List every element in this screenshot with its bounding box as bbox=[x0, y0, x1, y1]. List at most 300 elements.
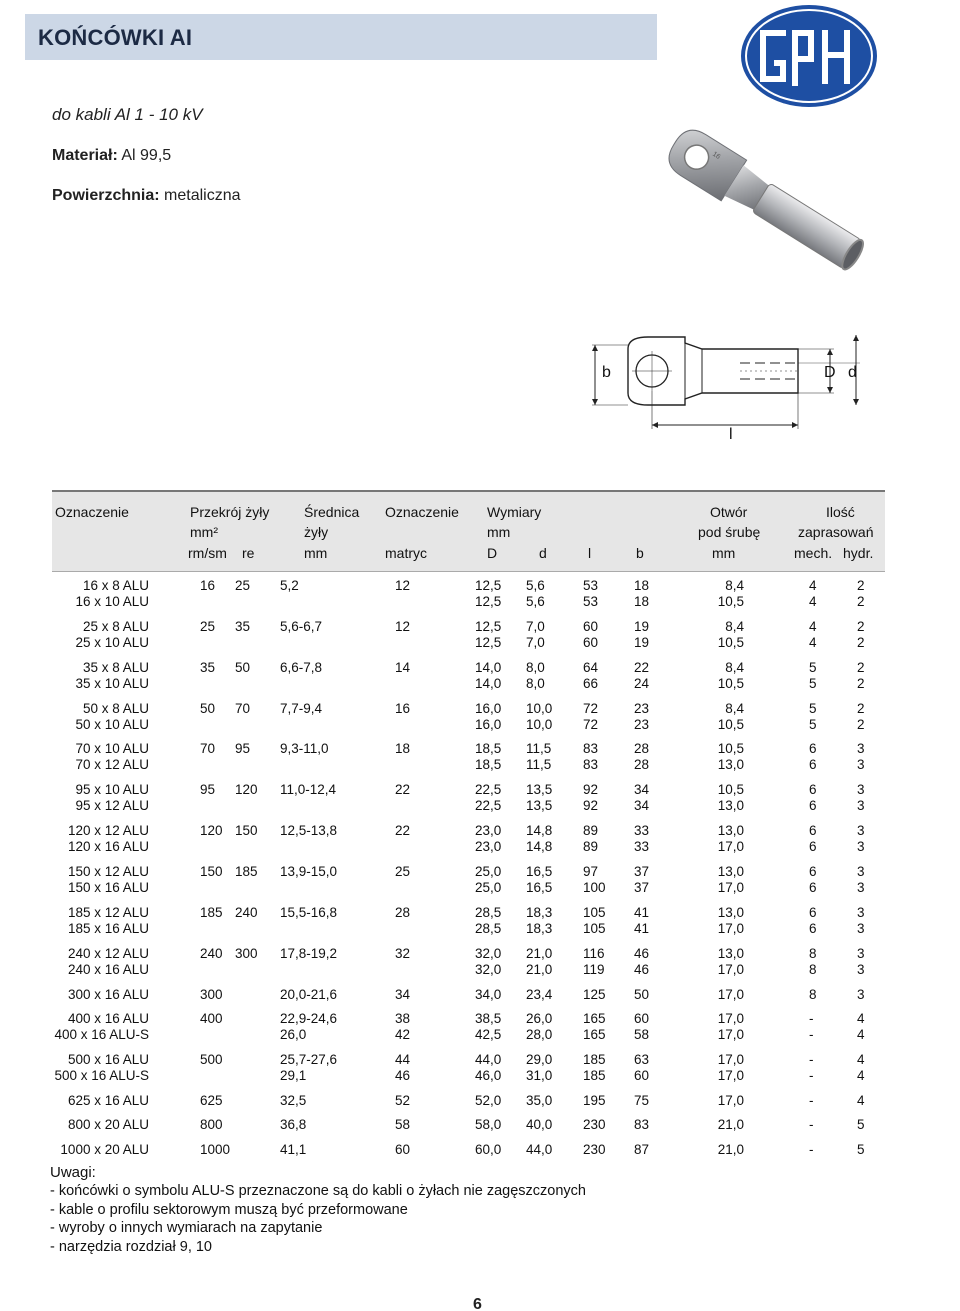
surface-line bbox=[52, 187, 241, 205]
col-sub-re: re bbox=[242, 545, 255, 561]
cell-dim-l: 92 bbox=[583, 782, 599, 797]
cell-cross-section-rm: 120 bbox=[200, 823, 223, 838]
cell-designation: 50 x 8 ALU bbox=[82, 701, 149, 716]
cell-crimps-mech: 6 bbox=[809, 757, 817, 772]
cell-dim-l: 53 bbox=[583, 578, 599, 593]
cell-cross-section-rm: 300 bbox=[200, 987, 223, 1002]
cell-dim-b: 19 bbox=[634, 619, 650, 634]
cell-crimps-hydr: 3 bbox=[857, 839, 865, 854]
cell-dim-D: 34,0 bbox=[475, 987, 502, 1002]
cell-crimps-mech: 6 bbox=[809, 741, 817, 756]
cell-crimps-mech: - bbox=[809, 1117, 814, 1132]
cell-dim-l: 165 bbox=[583, 1027, 606, 1042]
cell-hole-mm: 10,5 bbox=[717, 741, 744, 756]
cell-hole-mm: 17,0 bbox=[717, 921, 744, 936]
cell-designation: 70 x 12 ALU bbox=[75, 757, 149, 772]
cell-crimps-hydr: 4 bbox=[857, 1052, 865, 1067]
note-item: - kable o profilu sektorowym muszą być przeformowane bbox=[50, 1201, 408, 1218]
cell-crimps-mech: - bbox=[809, 1142, 814, 1157]
cell-dim-b: 83 bbox=[634, 1117, 650, 1132]
cell-dim-d: 21,0 bbox=[526, 962, 553, 977]
dim-label-D: D bbox=[824, 364, 836, 381]
cell-core-diameter: 9,3-11,0 bbox=[280, 741, 329, 756]
cell-crimps-hydr: 4 bbox=[857, 1011, 865, 1026]
cell-dim-D: 60,0 bbox=[475, 1142, 502, 1157]
cell-hole-mm: 10,5 bbox=[717, 717, 744, 732]
cell-dim-b: 46 bbox=[634, 946, 650, 961]
cell-dim-D: 22,5 bbox=[475, 798, 502, 813]
cell-dim-d: 5,6 bbox=[526, 594, 545, 609]
cell-dim-d: 14,8 bbox=[526, 839, 553, 854]
cell-dim-l: 89 bbox=[583, 839, 599, 854]
cell-cross-section-rm: 70 bbox=[200, 741, 216, 756]
cell-dim-b: 46 bbox=[634, 962, 650, 977]
cell-dim-d: 29,0 bbox=[526, 1052, 553, 1067]
cell-designation: 16 x 8 ALU bbox=[82, 578, 149, 593]
cell-dim-b: 18 bbox=[634, 578, 650, 593]
title-bar bbox=[25, 14, 657, 60]
cell-cross-section-rm: 625 bbox=[200, 1093, 223, 1108]
cell-hole-mm: 8,4 bbox=[725, 578, 744, 593]
cell-hole-mm: 10,5 bbox=[717, 676, 744, 691]
dimension-drawing bbox=[590, 325, 875, 440]
cell-dim-D: 25,0 bbox=[475, 864, 502, 879]
cell-dim-l: 185 bbox=[583, 1052, 606, 1067]
cell-core-diameter: 6,6-7,8 bbox=[280, 660, 323, 675]
cell-cross-section-rm: 25 bbox=[200, 619, 216, 634]
cell-crimps-hydr: 3 bbox=[857, 921, 865, 936]
cell-dim-b: 22 bbox=[634, 660, 650, 675]
cell-crimps-hydr: 2 bbox=[857, 635, 865, 650]
cell-crimps-hydr: 4 bbox=[857, 1068, 865, 1083]
cell-die-marking: 32 bbox=[395, 946, 411, 961]
cell-cross-section-re: 35 bbox=[235, 619, 251, 634]
cell-cross-section-rm: 1000 bbox=[200, 1142, 231, 1157]
cell-die-marking: 28 bbox=[395, 905, 411, 920]
cell-core-diameter: 12,5-13,8 bbox=[280, 823, 338, 838]
cell-crimps-mech: - bbox=[809, 1052, 814, 1067]
cell-crimps-mech: 6 bbox=[809, 782, 817, 797]
cell-dim-l: 89 bbox=[583, 823, 599, 838]
col-unit-mm2: mm² bbox=[190, 524, 218, 540]
cell-dim-l: 72 bbox=[583, 701, 599, 716]
cell-designation: 500 x 16 ALU bbox=[67, 1052, 149, 1067]
col-head-crimp-count: Ilość bbox=[826, 504, 855, 520]
cell-dim-b: 41 bbox=[634, 905, 650, 920]
cell-dim-D: 28,5 bbox=[475, 905, 502, 920]
cell-designation: 300 x 16 ALU bbox=[67, 987, 149, 1002]
col-head-dimensions: Wymiary bbox=[487, 504, 542, 520]
cell-core-diameter: 5,2 bbox=[280, 578, 299, 593]
page-number: 6 bbox=[473, 1296, 482, 1311]
cell-hole-mm: 17,0 bbox=[717, 839, 744, 854]
cell-dim-b: 63 bbox=[634, 1052, 650, 1067]
svg-text:16: 16 bbox=[711, 150, 722, 161]
cell-crimps-mech: 6 bbox=[809, 864, 817, 879]
cell-dim-b: 58 bbox=[634, 1027, 650, 1042]
cell-die-marking: 14 bbox=[395, 660, 411, 675]
cell-core-diameter: 11,0-12,4 bbox=[280, 782, 337, 797]
cell-core-diameter: 5,6-6,7 bbox=[280, 619, 323, 634]
col-head-designation: Oznaczenie bbox=[55, 504, 129, 520]
cell-designation: 150 x 16 ALU bbox=[67, 880, 149, 895]
cell-dim-D: 46,0 bbox=[475, 1068, 502, 1083]
dim-label-d: d bbox=[848, 364, 857, 381]
cell-dim-d: 14,8 bbox=[526, 823, 553, 838]
cell-hole-mm: 17,0 bbox=[717, 1027, 744, 1042]
cell-die-marking: 16 bbox=[395, 701, 411, 716]
surface-value: metaliczna bbox=[164, 187, 241, 204]
cell-dim-d: 11,5 bbox=[526, 757, 552, 772]
cell-dim-d: 10,0 bbox=[526, 701, 553, 716]
cell-cross-section-re: 50 bbox=[235, 660, 251, 675]
cell-crimps-mech: 6 bbox=[809, 905, 817, 920]
cell-dim-D: 28,5 bbox=[475, 921, 502, 936]
cell-hole-mm: 21,0 bbox=[717, 1142, 744, 1157]
cell-designation: 120 x 16 ALU bbox=[67, 839, 149, 854]
cell-crimps-hydr: 5 bbox=[857, 1117, 865, 1132]
cell-dim-D: 12,5 bbox=[475, 578, 502, 593]
cell-crimps-hydr: 2 bbox=[857, 676, 865, 691]
col-sub-D: D bbox=[487, 545, 498, 561]
cell-designation: 400 x 16 ALU bbox=[67, 1011, 149, 1026]
cell-die-marking: 12 bbox=[395, 619, 411, 634]
cell-crimps-hydr: 2 bbox=[857, 594, 865, 609]
cell-dim-D: 14,0 bbox=[475, 676, 502, 691]
cell-hole-mm: 10,5 bbox=[717, 594, 744, 609]
cell-core-diameter: 22,9-24,6 bbox=[280, 1011, 338, 1026]
cell-dim-d: 16,5 bbox=[526, 880, 553, 895]
surface-label: Powierzchnia: bbox=[52, 187, 160, 204]
cell-designation: 95 x 10 ALU bbox=[75, 782, 149, 797]
cell-crimps-mech: 4 bbox=[809, 619, 817, 634]
cell-core-diameter: 15,5-16,8 bbox=[280, 905, 338, 920]
cell-hole-mm: 17,0 bbox=[717, 1068, 744, 1083]
dim-label-l: l bbox=[729, 426, 733, 440]
col-sub-d: d bbox=[539, 545, 547, 561]
cell-dim-D: 32,0 bbox=[475, 962, 502, 977]
cell-designation: 240 x 16 ALU bbox=[67, 962, 149, 977]
cell-dim-l: 72 bbox=[583, 717, 599, 732]
cell-crimps-hydr: 3 bbox=[857, 782, 865, 797]
cell-cross-section-rm: 35 bbox=[200, 660, 216, 675]
gph-logo bbox=[738, 2, 880, 110]
cell-dim-b: 34 bbox=[634, 798, 650, 813]
cell-cross-section-rm: 240 bbox=[200, 946, 223, 961]
cell-crimps-hydr: 3 bbox=[857, 864, 865, 879]
cell-dim-D: 44,0 bbox=[475, 1052, 502, 1067]
cell-designation: 35 x 10 ALU bbox=[75, 676, 149, 691]
cell-crimps-hydr: 4 bbox=[857, 1027, 865, 1042]
cell-dim-l: 97 bbox=[583, 864, 599, 879]
col-head-diameter: Średnica bbox=[304, 504, 360, 520]
cell-designation: 800 x 20 ALU bbox=[67, 1117, 149, 1132]
cell-designation: 185 x 16 ALU bbox=[67, 921, 149, 936]
cell-dim-d: 13,5 bbox=[526, 798, 553, 813]
cell-dim-l: 60 bbox=[583, 635, 599, 650]
cell-crimps-mech: - bbox=[809, 1027, 814, 1042]
cell-die-marking: 12 bbox=[395, 578, 411, 593]
cell-dim-d: 13,5 bbox=[526, 782, 553, 797]
cell-dim-l: 230 bbox=[583, 1117, 606, 1132]
cell-cross-section-rm: 150 bbox=[200, 864, 223, 879]
cell-dim-l: 83 bbox=[583, 757, 599, 772]
cell-die-marking: 22 bbox=[395, 823, 411, 838]
material-label: Materiał: bbox=[52, 147, 118, 164]
cell-crimps-mech: 5 bbox=[809, 717, 817, 732]
cell-crimps-mech: 5 bbox=[809, 701, 817, 716]
cell-crimps-hydr: 4 bbox=[857, 1093, 865, 1108]
cell-dim-D: 23,0 bbox=[475, 839, 502, 854]
cell-dim-l: 165 bbox=[583, 1011, 606, 1026]
cell-dim-b: 50 bbox=[634, 987, 650, 1002]
col-sub-mech: mech. bbox=[794, 545, 833, 561]
cell-hole-mm: 13,0 bbox=[717, 864, 744, 879]
cell-designation: 400 x 16 ALU-S bbox=[54, 1027, 149, 1042]
cell-die-marking: 34 bbox=[395, 987, 411, 1002]
table-header bbox=[52, 490, 885, 572]
cell-dim-b: 19 bbox=[634, 635, 650, 650]
cell-dim-l: 83 bbox=[583, 741, 599, 756]
cell-dim-b: 23 bbox=[634, 717, 650, 732]
cell-crimps-hydr: 3 bbox=[857, 905, 865, 920]
cell-designation: 70 x 10 ALU bbox=[75, 741, 149, 756]
cell-crimps-hydr: 3 bbox=[857, 946, 865, 961]
cell-crimps-mech: 4 bbox=[809, 578, 817, 593]
cell-dim-D: 23,0 bbox=[475, 823, 502, 838]
cell-hole-mm: 17,0 bbox=[717, 962, 744, 977]
cell-hole-mm: 17,0 bbox=[717, 880, 744, 895]
cable-lug-photo bbox=[640, 128, 870, 308]
cell-cross-section-rm: 16 bbox=[200, 578, 216, 593]
cell-core-diameter: 41,1 bbox=[280, 1142, 307, 1157]
cell-cross-section-re: 25 bbox=[235, 578, 251, 593]
cell-dim-l: 105 bbox=[583, 921, 606, 936]
page-title: KOŃCÓWKI AI bbox=[38, 25, 193, 50]
cell-hole-mm: 17,0 bbox=[717, 1011, 744, 1026]
col-unit-crimps: zaprasowań bbox=[798, 524, 874, 540]
cell-dim-l: 105 bbox=[583, 905, 606, 920]
col-unit-mm: mm bbox=[487, 524, 511, 540]
col-sub-rmsm: rm/sm bbox=[188, 545, 227, 561]
cell-cross-section-rm: 50 bbox=[200, 701, 216, 716]
cell-dim-D: 18,5 bbox=[475, 741, 502, 756]
cell-crimps-hydr: 3 bbox=[857, 880, 865, 895]
cell-die-marking: 42 bbox=[395, 1027, 411, 1042]
cell-dim-d: 10,0 bbox=[526, 717, 553, 732]
note-item: - końcówki o symbolu ALU-S przeznaczone są do kabli o żyłach nie zagęszczonych bbox=[50, 1183, 586, 1200]
cell-crimps-hydr: 2 bbox=[857, 619, 865, 634]
cell-dim-b: 41 bbox=[634, 921, 650, 936]
cell-dim-D: 16,0 bbox=[475, 717, 502, 732]
cell-dim-D: 52,0 bbox=[475, 1093, 502, 1108]
cell-dim-b: 33 bbox=[634, 839, 650, 854]
cell-crimps-mech: 8 bbox=[809, 987, 817, 1002]
cell-dim-d: 23,4 bbox=[526, 987, 553, 1002]
cell-cross-section-rm: 185 bbox=[200, 905, 223, 920]
cell-dim-d: 11,5 bbox=[526, 741, 552, 756]
cell-dim-D: 25,0 bbox=[475, 880, 502, 895]
cell-cross-section-re: 95 bbox=[235, 741, 251, 756]
cell-crimps-mech: 4 bbox=[809, 594, 817, 609]
cell-dim-l: 195 bbox=[583, 1093, 606, 1108]
cell-die-marking: 44 bbox=[395, 1052, 411, 1067]
cell-die-marking: 18 bbox=[395, 741, 411, 756]
cell-crimps-mech: 6 bbox=[809, 880, 817, 895]
cell-hole-mm: 8,4 bbox=[725, 701, 744, 716]
cell-dim-b: 18 bbox=[634, 594, 650, 609]
cell-dim-D: 12,5 bbox=[475, 619, 502, 634]
cell-crimps-mech: - bbox=[809, 1068, 814, 1083]
col-head-cross-section: Przekrój żyły bbox=[190, 504, 270, 520]
notes-section bbox=[50, 1164, 586, 1256]
cell-cross-section-re: 300 bbox=[235, 946, 258, 961]
notes-heading: Uwagi: bbox=[50, 1164, 96, 1181]
col-head-hole: Otwór bbox=[710, 504, 748, 520]
cell-dim-b: 60 bbox=[634, 1068, 650, 1083]
cell-dim-d: 7,0 bbox=[526, 635, 545, 650]
cell-dim-b: 75 bbox=[634, 1093, 650, 1108]
cell-designation: 95 x 12 ALU bbox=[75, 798, 149, 813]
cell-dim-d: 40,0 bbox=[526, 1117, 553, 1132]
col-sub-matryc: matryc bbox=[385, 545, 427, 561]
cell-crimps-hydr: 3 bbox=[857, 741, 865, 756]
cell-dim-b: 60 bbox=[634, 1011, 650, 1026]
cell-crimps-hydr: 2 bbox=[857, 701, 865, 716]
cell-crimps-hydr: 3 bbox=[857, 823, 865, 838]
cell-dim-b: 24 bbox=[634, 676, 650, 691]
cell-dim-l: 230 bbox=[583, 1142, 606, 1157]
cell-core-diameter: 7,7-9,4 bbox=[280, 701, 323, 716]
cell-designation: 120 x 12 ALU bbox=[67, 823, 149, 838]
col-sub-mm: mm bbox=[304, 545, 328, 561]
cell-cross-section-rm: 95 bbox=[200, 782, 216, 797]
cell-cross-section-rm: 400 bbox=[200, 1011, 223, 1026]
cell-crimps-hydr: 2 bbox=[857, 660, 865, 675]
cell-dim-D: 18,5 bbox=[475, 757, 502, 772]
cell-designation: 1000 x 20 ALU bbox=[60, 1142, 149, 1157]
cell-designation: 25 x 10 ALU bbox=[75, 635, 149, 650]
cell-hole-mm: 17,0 bbox=[717, 1052, 744, 1067]
cell-dim-d: 26,0 bbox=[526, 1011, 553, 1026]
cell-dim-d: 21,0 bbox=[526, 946, 553, 961]
cell-crimps-mech: 6 bbox=[809, 798, 817, 813]
cell-dim-d: 8,0 bbox=[526, 676, 545, 691]
cell-dim-b: 23 bbox=[634, 701, 650, 716]
cell-crimps-hydr: 3 bbox=[857, 987, 865, 1002]
note-item: - wyroby o innych wymiarach na zapytanie bbox=[50, 1220, 323, 1237]
cell-cross-section-re: 185 bbox=[235, 864, 258, 879]
cell-crimps-mech: 6 bbox=[809, 921, 817, 936]
cell-crimps-mech: 4 bbox=[809, 635, 817, 650]
cell-hole-mm: 13,0 bbox=[717, 798, 744, 813]
cell-dim-d: 35,0 bbox=[526, 1093, 553, 1108]
cell-hole-mm: 13,0 bbox=[717, 757, 744, 772]
cell-crimps-mech: 6 bbox=[809, 823, 817, 838]
cell-designation: 500 x 16 ALU-S bbox=[54, 1068, 149, 1083]
cell-crimps-mech: - bbox=[809, 1093, 814, 1108]
cell-dim-D: 58,0 bbox=[475, 1117, 502, 1132]
cell-dim-d: 28,0 bbox=[526, 1027, 553, 1042]
cell-core-diameter: 36,8 bbox=[280, 1117, 307, 1132]
cell-dim-b: 28 bbox=[634, 757, 650, 772]
cell-crimps-mech: 5 bbox=[809, 660, 817, 675]
cell-designation: 25 x 8 ALU bbox=[82, 619, 149, 634]
cell-dim-l: 53 bbox=[583, 594, 599, 609]
cell-crimps-mech: 8 bbox=[809, 962, 817, 977]
cell-dim-d: 44,0 bbox=[526, 1142, 553, 1157]
cell-dim-l: 60 bbox=[583, 619, 599, 634]
cell-dim-D: 22,5 bbox=[475, 782, 502, 797]
cell-dim-D: 38,5 bbox=[475, 1011, 502, 1026]
cell-die-marking: 25 bbox=[395, 864, 411, 879]
cell-die-marking: 22 bbox=[395, 782, 411, 797]
cell-designation: 625 x 16 ALU bbox=[67, 1093, 149, 1108]
dim-label-b: b bbox=[602, 364, 611, 381]
cell-dim-d: 7,0 bbox=[526, 619, 545, 634]
cell-dim-l: 66 bbox=[583, 676, 599, 691]
cell-cross-section-re: 120 bbox=[235, 782, 258, 797]
cell-dim-l: 116 bbox=[583, 946, 605, 961]
cell-hole-mm: 17,0 bbox=[717, 987, 744, 1002]
cell-core-diameter: 25,7-27,6 bbox=[280, 1052, 338, 1067]
cell-dim-d: 8,0 bbox=[526, 660, 545, 675]
cell-hole-mm: 13,0 bbox=[717, 823, 744, 838]
cell-hole-mm: 8,4 bbox=[725, 660, 744, 675]
cell-hole-mm: 21,0 bbox=[717, 1117, 744, 1132]
cell-die-marking: 60 bbox=[395, 1142, 411, 1157]
cell-designation: 35 x 8 ALU bbox=[82, 660, 149, 675]
cell-dim-D: 12,5 bbox=[475, 635, 502, 650]
cell-core-diameter: 32,5 bbox=[280, 1093, 307, 1108]
cell-crimps-hydr: 2 bbox=[857, 717, 865, 732]
cell-core-diameter: 13,9-15,0 bbox=[280, 864, 338, 879]
cell-dim-b: 28 bbox=[634, 741, 650, 756]
cell-core-diameter: 26,0 bbox=[280, 1027, 307, 1042]
cell-hole-mm: 10,5 bbox=[717, 782, 744, 797]
cell-crimps-hydr: 2 bbox=[857, 578, 865, 593]
cell-dim-d: 5,6 bbox=[526, 578, 545, 593]
cell-dim-b: 37 bbox=[634, 864, 650, 879]
col-sub-hydr: hydr. bbox=[843, 545, 874, 561]
cell-cross-section-re: 150 bbox=[235, 823, 258, 838]
cell-dim-b: 37 bbox=[634, 880, 650, 895]
cell-crimps-hydr: 3 bbox=[857, 962, 865, 977]
cell-dim-l: 100 bbox=[583, 880, 606, 895]
cell-die-marking: 52 bbox=[395, 1093, 411, 1108]
col-sub-hole-mm: mm bbox=[712, 545, 736, 561]
cell-cross-section-rm: 800 bbox=[200, 1117, 223, 1132]
cell-cross-section-rm: 500 bbox=[200, 1052, 223, 1067]
cell-dim-D: 42,5 bbox=[475, 1027, 502, 1042]
cell-dim-l: 119 bbox=[583, 962, 605, 977]
cell-die-marking: 38 bbox=[395, 1011, 411, 1026]
cell-dim-D: 12,5 bbox=[475, 594, 502, 609]
cell-crimps-hydr: 5 bbox=[857, 1142, 865, 1157]
cell-crimps-mech: 8 bbox=[809, 946, 817, 961]
cell-cross-section-re: 70 bbox=[235, 701, 251, 716]
cell-dim-l: 64 bbox=[583, 660, 599, 675]
cell-dim-d: 18,3 bbox=[526, 905, 553, 920]
material-line bbox=[52, 147, 171, 165]
cell-crimps-hydr: 3 bbox=[857, 798, 865, 813]
cell-core-diameter: 29,1 bbox=[280, 1068, 307, 1083]
cell-designation: 16 x 10 ALU bbox=[75, 594, 149, 609]
col-sub-b: b bbox=[636, 545, 644, 561]
cell-crimps-mech: 6 bbox=[809, 839, 817, 854]
cell-die-marking: 46 bbox=[395, 1068, 411, 1083]
cell-crimps-hydr: 3 bbox=[857, 757, 865, 772]
